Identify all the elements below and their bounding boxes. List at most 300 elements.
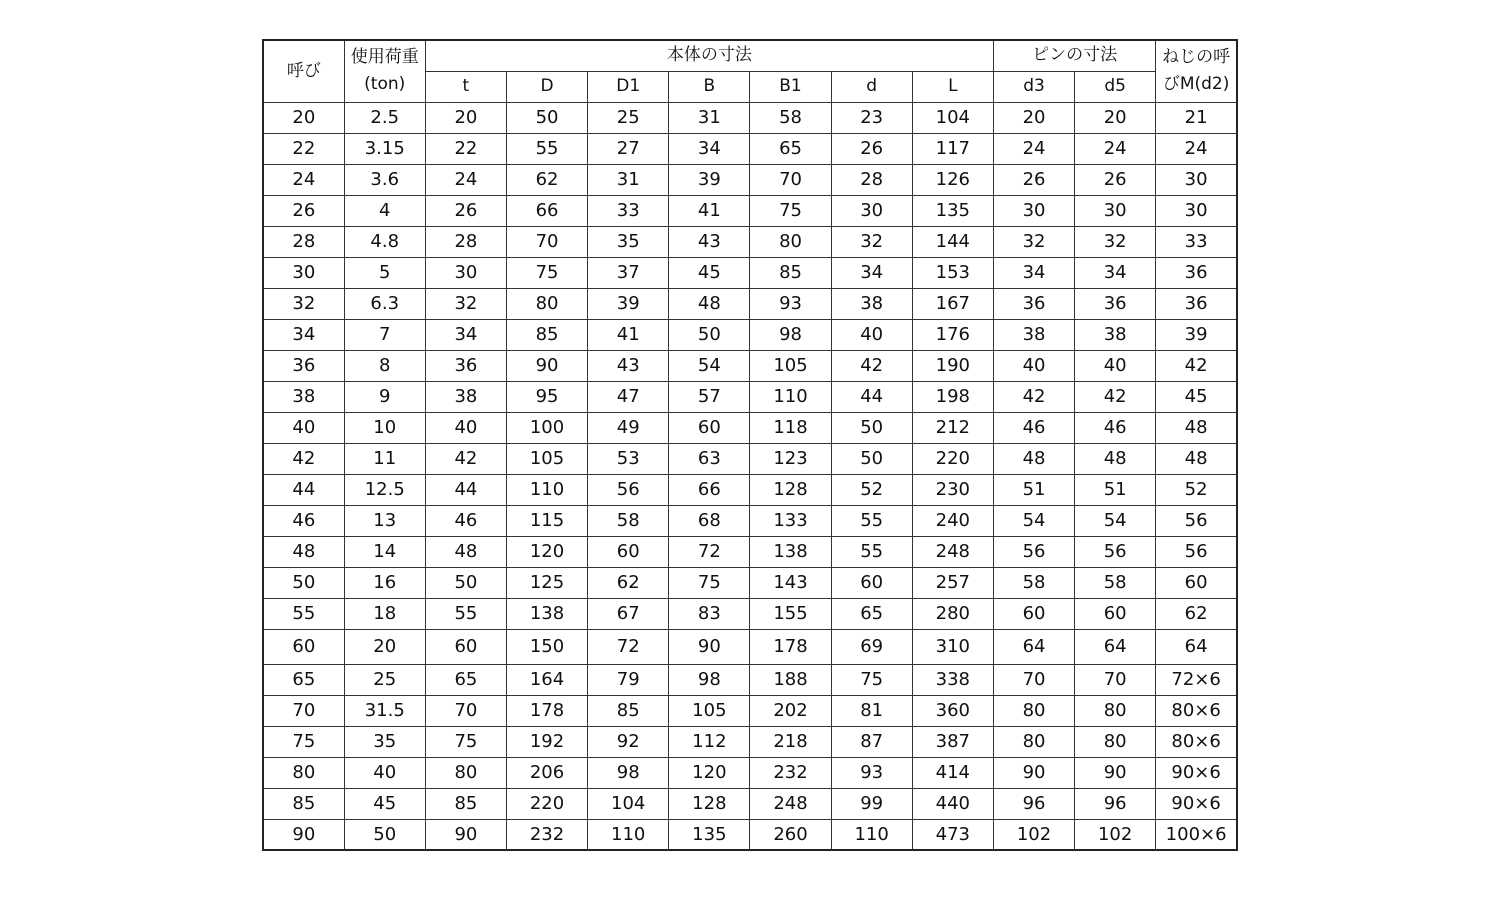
table-cell: 42 (993, 381, 1074, 412)
table-cell: 30 (425, 257, 506, 288)
table-cell: 46 (993, 412, 1074, 443)
table-cell: 85 (263, 788, 344, 819)
table-cell: 125 (506, 567, 587, 598)
table-row (263, 629, 1237, 664)
table-cell: 80 (1075, 695, 1156, 726)
table-cell: 3.6 (344, 164, 425, 195)
header-thread-size-line2: びM(d2) (1162, 74, 1230, 95)
table-cell: 64 (1075, 629, 1156, 664)
table-cell: 98 (588, 757, 669, 788)
table-cell: 34 (669, 133, 750, 164)
table-row (263, 102, 1237, 133)
table-cell: 102 (993, 819, 1074, 850)
table-cell: 52 (831, 474, 912, 505)
table-cell: 202 (750, 695, 831, 726)
table-cell: 28 (263, 226, 344, 257)
table-cell: 40 (993, 350, 1074, 381)
table-cell: 26 (993, 164, 1074, 195)
table-row (263, 195, 1237, 226)
table-cell: 62 (506, 164, 587, 195)
table-row (263, 567, 1237, 598)
table-cell: 3.15 (344, 133, 425, 164)
table-cell: 44 (425, 474, 506, 505)
table-cell: 37 (588, 257, 669, 288)
table-cell: 20 (344, 629, 425, 664)
table-cell: 31 (669, 102, 750, 133)
table-cell: 54 (1075, 505, 1156, 536)
table-cell: 110 (506, 474, 587, 505)
header-nominal: 呼び (263, 40, 344, 102)
table-cell: 65 (750, 133, 831, 164)
table-cell: 68 (669, 505, 750, 536)
table-cell: 360 (912, 695, 993, 726)
table-cell: 99 (831, 788, 912, 819)
table-cell: 4 (344, 195, 425, 226)
table-cell: 120 (506, 536, 587, 567)
table-cell: 38 (425, 381, 506, 412)
table-cell: 58 (1075, 567, 1156, 598)
table-cell: 50 (344, 819, 425, 850)
table-cell: 75 (669, 567, 750, 598)
table-cell: 98 (669, 664, 750, 695)
header-working-load-line1: 使用荷重 (350, 47, 419, 68)
table-cell: 49 (588, 412, 669, 443)
table-cell: 87 (831, 726, 912, 757)
table-cell: 66 (506, 195, 587, 226)
table-cell: 40 (344, 757, 425, 788)
table-cell: 16 (344, 567, 425, 598)
table-cell: 188 (750, 664, 831, 695)
table-cell: 80 (993, 695, 1074, 726)
header-pin-dimensions: ピンの寸法 (993, 40, 1155, 71)
table-cell: 43 (588, 350, 669, 381)
table-row (263, 288, 1237, 319)
table-cell: 62 (1156, 598, 1237, 629)
table-cell: 48 (1156, 443, 1237, 474)
table-cell: 40 (1075, 350, 1156, 381)
table-cell: 10 (344, 412, 425, 443)
table-cell: 13 (344, 505, 425, 536)
table-cell: 12.5 (344, 474, 425, 505)
table-cell: 58 (588, 505, 669, 536)
table-row (263, 598, 1237, 629)
table-row (263, 474, 1237, 505)
table-cell: 30 (1156, 195, 1237, 226)
table-cell: 198 (912, 381, 993, 412)
table-cell: 67 (588, 598, 669, 629)
table-cell: 34 (1075, 257, 1156, 288)
table-cell: 150 (506, 629, 587, 664)
table-cell: 48 (263, 536, 344, 567)
table-cell: 126 (912, 164, 993, 195)
table-cell: 60 (588, 536, 669, 567)
table-cell: 33 (1156, 226, 1237, 257)
table-cell: 72 (588, 629, 669, 664)
table-cell: 45 (344, 788, 425, 819)
table-row (263, 319, 1237, 350)
table-cell: 36 (425, 350, 506, 381)
table-cell: 118 (750, 412, 831, 443)
table-cell: 30 (1156, 164, 1237, 195)
table-cell: 105 (506, 443, 587, 474)
table-cell: 42 (263, 443, 344, 474)
table-cell: 38 (263, 381, 344, 412)
table-cell: 90 (669, 629, 750, 664)
table-cell: 100 (506, 412, 587, 443)
table-cell: 60 (993, 598, 1074, 629)
table-cell: 55 (263, 598, 344, 629)
table-cell: 35 (588, 226, 669, 257)
table-cell: 35 (344, 726, 425, 757)
table-cell: 128 (669, 788, 750, 819)
table-cell: 153 (912, 257, 993, 288)
table-cell: 80 (750, 226, 831, 257)
table-cell: 40 (425, 412, 506, 443)
table-cell: 164 (506, 664, 587, 695)
table-row (263, 505, 1237, 536)
table-row (263, 757, 1237, 788)
table-cell: 23 (831, 102, 912, 133)
table-cell: 75 (750, 195, 831, 226)
table-cell: 85 (425, 788, 506, 819)
table-cell: 178 (506, 695, 587, 726)
table-cell: 218 (750, 726, 831, 757)
table-cell: 128 (750, 474, 831, 505)
table-cell: 81 (831, 695, 912, 726)
table-cell: 75 (263, 726, 344, 757)
table-cell: 80 (1075, 726, 1156, 757)
table-cell: 117 (912, 133, 993, 164)
table-cell: 80 (506, 288, 587, 319)
table-cell: 138 (506, 598, 587, 629)
table-cell: 176 (912, 319, 993, 350)
table-cell: 90 (1075, 757, 1156, 788)
table-cell: 7 (344, 319, 425, 350)
table-row (263, 819, 1237, 850)
table-cell: 232 (750, 757, 831, 788)
header-d3: d3 (993, 71, 1074, 102)
table-cell: 104 (912, 102, 993, 133)
table-cell: 220 (912, 443, 993, 474)
table-cell: 41 (669, 195, 750, 226)
table-cell: 83 (669, 598, 750, 629)
table-cell: 64 (993, 629, 1074, 664)
table-cell: 46 (425, 505, 506, 536)
table-cell: 39 (1156, 319, 1237, 350)
table-cell: 90×6 (1156, 757, 1237, 788)
table-cell: 70 (750, 164, 831, 195)
table-cell: 26 (425, 195, 506, 226)
table-cell: 90 (993, 757, 1074, 788)
table-cell: 32 (1075, 226, 1156, 257)
table-cell: 50 (263, 567, 344, 598)
table-cell: 28 (831, 164, 912, 195)
table-cell: 26 (1075, 164, 1156, 195)
table-cell: 42 (1075, 381, 1156, 412)
table-cell: 260 (750, 819, 831, 850)
table-cell: 30 (263, 257, 344, 288)
table-cell: 51 (1075, 474, 1156, 505)
table-cell: 45 (1156, 381, 1237, 412)
table-cell: 110 (831, 819, 912, 850)
table-cell: 21 (1156, 102, 1237, 133)
table-cell: 20 (1075, 102, 1156, 133)
table-cell: 47 (588, 381, 669, 412)
table-cell: 57 (669, 381, 750, 412)
table-cell: 38 (993, 319, 1074, 350)
table-cell: 138 (750, 536, 831, 567)
table-cell: 310 (912, 629, 993, 664)
table-cell: 8 (344, 350, 425, 381)
table-cell: 56 (588, 474, 669, 505)
table-cell: 46 (263, 505, 344, 536)
table-body (263, 102, 1237, 850)
table-cell: 26 (263, 195, 344, 226)
table-cell: 115 (506, 505, 587, 536)
table-cell: 102 (1075, 819, 1156, 850)
table-cell: 32 (425, 288, 506, 319)
table-cell: 11 (344, 443, 425, 474)
table-cell: 31.5 (344, 695, 425, 726)
table-cell: 24 (425, 164, 506, 195)
table-cell: 206 (506, 757, 587, 788)
table-row (263, 443, 1237, 474)
table-cell: 53 (588, 443, 669, 474)
table-cell: 30 (831, 195, 912, 226)
table-cell: 60 (1075, 598, 1156, 629)
table-cell: 75 (831, 664, 912, 695)
table-cell: 34 (425, 319, 506, 350)
table-cell: 20 (425, 102, 506, 133)
table-cell: 69 (831, 629, 912, 664)
table-cell: 93 (750, 288, 831, 319)
table-cell: 135 (669, 819, 750, 850)
table-cell: 440 (912, 788, 993, 819)
table-row (263, 133, 1237, 164)
table-row (263, 381, 1237, 412)
table-cell: 240 (912, 505, 993, 536)
table-cell: 55 (831, 505, 912, 536)
header-thread-size-line1: ねじの呼 (1162, 47, 1231, 68)
table-cell: 56 (1075, 536, 1156, 567)
header-D1: D1 (588, 71, 669, 102)
table-cell: 34 (263, 319, 344, 350)
table-cell: 90 (425, 819, 506, 850)
table-cell: 32 (831, 226, 912, 257)
table-cell: 48 (1156, 412, 1237, 443)
table-cell: 43 (669, 226, 750, 257)
table-cell: 39 (669, 164, 750, 195)
table-cell: 36 (1156, 257, 1237, 288)
table-cell: 75 (425, 726, 506, 757)
table-cell: 32 (263, 288, 344, 319)
table-cell: 110 (588, 819, 669, 850)
table-cell: 4.8 (344, 226, 425, 257)
header-thread-size (1156, 40, 1237, 102)
table-cell: 70 (993, 664, 1074, 695)
table-cell: 36 (993, 288, 1074, 319)
table-cell: 80 (263, 757, 344, 788)
table-cell: 104 (588, 788, 669, 819)
table-row (263, 726, 1237, 757)
table-cell: 257 (912, 567, 993, 598)
table-cell: 120 (669, 757, 750, 788)
table-cell: 220 (506, 788, 587, 819)
table-cell: 9 (344, 381, 425, 412)
table-cell: 110 (750, 381, 831, 412)
table-cell: 39 (588, 288, 669, 319)
table-cell: 24 (1075, 133, 1156, 164)
table-cell: 44 (831, 381, 912, 412)
table-cell: 232 (506, 819, 587, 850)
table-cell: 473 (912, 819, 993, 850)
table-cell: 45 (669, 257, 750, 288)
table-row (263, 412, 1237, 443)
table-cell: 30 (1075, 195, 1156, 226)
table-cell: 155 (750, 598, 831, 629)
table-cell: 60 (1156, 567, 1237, 598)
table-cell: 56 (1156, 505, 1237, 536)
table-cell: 28 (425, 226, 506, 257)
table-cell: 24 (263, 164, 344, 195)
table-cell: 31 (588, 164, 669, 195)
table-cell: 32 (993, 226, 1074, 257)
table-cell: 93 (831, 757, 912, 788)
table-cell: 95 (506, 381, 587, 412)
table-cell: 70 (263, 695, 344, 726)
table-row (263, 226, 1237, 257)
header-B1: B1 (750, 71, 831, 102)
table-cell: 22 (425, 133, 506, 164)
table-cell: 55 (506, 133, 587, 164)
table-cell: 54 (669, 350, 750, 381)
table-cell: 338 (912, 664, 993, 695)
table-cell: 34 (993, 257, 1074, 288)
table-cell: 100×6 (1156, 819, 1237, 850)
table-cell: 46 (1075, 412, 1156, 443)
table-cell: 34 (831, 257, 912, 288)
table-cell: 27 (588, 133, 669, 164)
table-cell: 80×6 (1156, 726, 1237, 757)
table-cell: 5 (344, 257, 425, 288)
table-cell: 66 (669, 474, 750, 505)
table-cell: 65 (263, 664, 344, 695)
table-cell: 70 (425, 695, 506, 726)
header-D: D (506, 71, 587, 102)
table-cell: 55 (831, 536, 912, 567)
table-cell: 40 (831, 319, 912, 350)
table-cell: 72 (669, 536, 750, 567)
table-cell: 190 (912, 350, 993, 381)
table-cell: 90×6 (1156, 788, 1237, 819)
table-cell: 105 (669, 695, 750, 726)
table-cell: 248 (750, 788, 831, 819)
table-cell: 60 (263, 629, 344, 664)
table-row (263, 164, 1237, 195)
table-row (263, 664, 1237, 695)
table-cell: 36 (1156, 288, 1237, 319)
dimension-table (262, 39, 1238, 851)
header-d5: d5 (1075, 71, 1156, 102)
header-working-load-line2: (ton) (364, 74, 406, 95)
table-cell: 123 (750, 443, 831, 474)
table-cell: 144 (912, 226, 993, 257)
table-cell: 42 (425, 443, 506, 474)
table-cell: 18 (344, 598, 425, 629)
table-row (263, 536, 1237, 567)
table-cell: 50 (506, 102, 587, 133)
table-cell: 90 (263, 819, 344, 850)
table-cell: 92 (588, 726, 669, 757)
table-cell: 24 (1156, 133, 1237, 164)
table-cell: 41 (588, 319, 669, 350)
table-cell: 387 (912, 726, 993, 757)
table-cell: 64 (1156, 629, 1237, 664)
table-cell: 48 (993, 443, 1074, 474)
table-cell: 192 (506, 726, 587, 757)
table-cell: 414 (912, 757, 993, 788)
table-cell: 112 (669, 726, 750, 757)
header-L: L (912, 71, 993, 102)
table-cell: 40 (263, 412, 344, 443)
table-cell: 20 (993, 102, 1074, 133)
table-cell: 58 (993, 567, 1074, 598)
table-cell: 70 (1075, 664, 1156, 695)
table-cell: 105 (750, 350, 831, 381)
table-cell: 63 (669, 443, 750, 474)
table-cell: 80 (425, 757, 506, 788)
table-cell: 50 (425, 567, 506, 598)
table-cell: 60 (669, 412, 750, 443)
table-cell: 212 (912, 412, 993, 443)
table-cell: 42 (831, 350, 912, 381)
table-cell: 36 (263, 350, 344, 381)
table-cell: 280 (912, 598, 993, 629)
table-cell: 50 (831, 412, 912, 443)
table-cell: 167 (912, 288, 993, 319)
table-cell: 80×6 (1156, 695, 1237, 726)
table-cell: 48 (425, 536, 506, 567)
table-cell: 96 (1075, 788, 1156, 819)
table-cell: 38 (1075, 319, 1156, 350)
table-cell: 56 (993, 536, 1074, 567)
header-t: t (425, 71, 506, 102)
table-cell: 79 (588, 664, 669, 695)
table-cell: 25 (588, 102, 669, 133)
table-cell: 65 (425, 664, 506, 695)
table-cell: 48 (1075, 443, 1156, 474)
table-cell: 42 (1156, 350, 1237, 381)
table-row (263, 350, 1237, 381)
table-cell: 90 (506, 350, 587, 381)
table-cell: 72×6 (1156, 664, 1237, 695)
table-cell: 143 (750, 567, 831, 598)
table-cell: 20 (263, 102, 344, 133)
table-cell: 98 (750, 319, 831, 350)
table-cell: 30 (993, 195, 1074, 226)
table-cell: 36 (1075, 288, 1156, 319)
table-cell: 33 (588, 195, 669, 226)
table-cell: 54 (993, 505, 1074, 536)
table-row (263, 257, 1237, 288)
table-cell: 75 (506, 257, 587, 288)
header-B: B (669, 71, 750, 102)
table-cell: 55 (425, 598, 506, 629)
table-cell: 65 (831, 598, 912, 629)
table-cell: 26 (831, 133, 912, 164)
table-cell: 85 (506, 319, 587, 350)
table-cell: 60 (831, 567, 912, 598)
